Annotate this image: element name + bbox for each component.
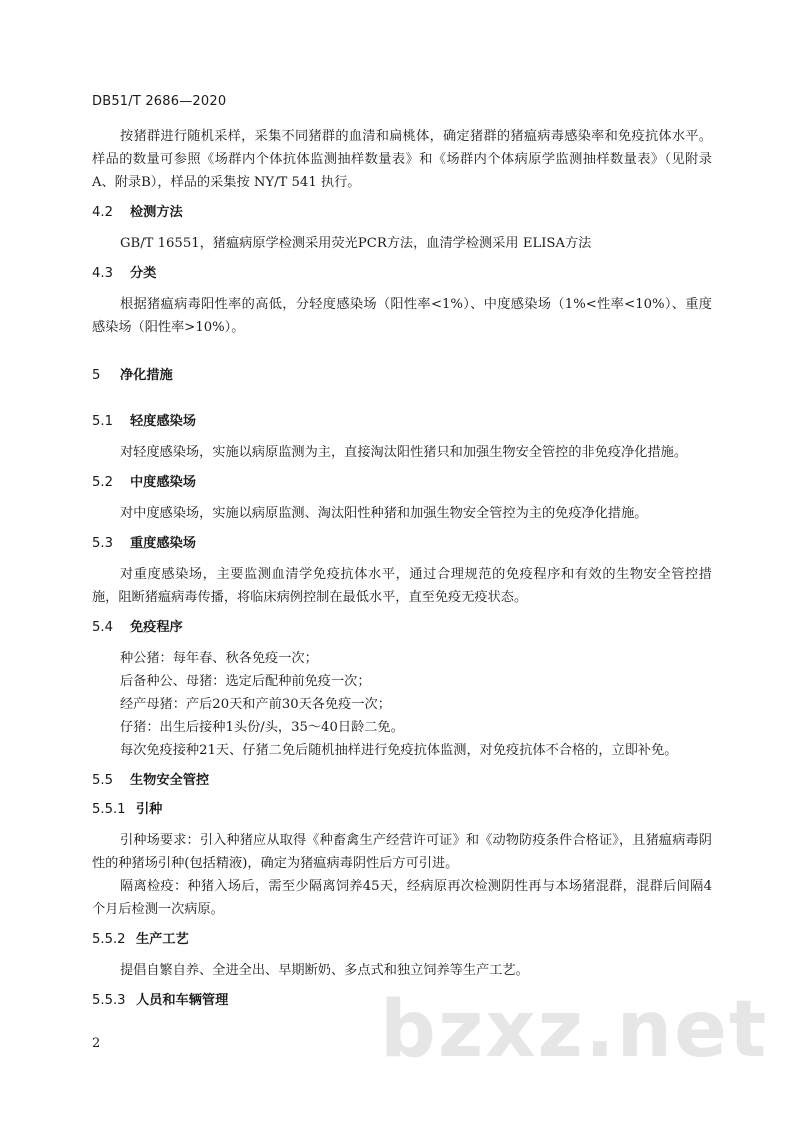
section-5-3-text: 对重度感染场，主要监测血清学免疫抗体水平，通过合理规范的免疫程序和有效的生物安全管控措施，阻断猪瘟病毒传播，将临床病例控制在最低水平，直至免疫无疫状态。 xyxy=(92,567,712,605)
section-number: 5.1 xyxy=(92,414,113,429)
immunization-line: 经产母猪：产后20天和产前30天各免疫一次； xyxy=(120,697,391,712)
section-5-5-2-text: 提倡自繁自养、全进全出、早期断奶、多点式和独立饲养等生产工艺。 xyxy=(120,963,529,978)
section-number: 4.2 xyxy=(92,205,113,220)
section-title: 轻度感染场 xyxy=(130,414,196,429)
section-number: 5.5.3 xyxy=(92,993,126,1008)
section-title: 生物安全管控 xyxy=(130,773,210,788)
section-number: 4.3 xyxy=(92,266,113,281)
section-5-1-heading xyxy=(92,412,712,432)
section-number: 5.5 xyxy=(92,773,113,788)
section-title: 人员和车辆管理 xyxy=(136,993,229,1008)
immunization-line: 种公猪：每年春、秋各免疫一次； xyxy=(120,651,318,666)
section-5-1-text: 对轻度感染场，实施以病原监测为主，直接淘汰阳性猪只和加强生物安全管控的非免疫净化措施。 xyxy=(120,445,688,460)
section-title: 检测方法 xyxy=(130,205,183,220)
section-number: 5 xyxy=(92,368,101,383)
section-5-5-1-paragraph-1: 引种场要求：引入种猪应从取得《种畜禽生产经营许可证》和《动物防疫条件合格证》，且猪瘟病毒阴性的种猪场引种(包括精液)，确定为猪瘟病毒阴性后方可引进。 xyxy=(92,833,712,871)
section-number: 5.4 xyxy=(92,620,113,635)
section-title: 重度感染场 xyxy=(130,536,196,551)
page-number: 2 xyxy=(92,1036,101,1051)
section-title: 分类 xyxy=(130,266,157,281)
section-title: 免疫程序 xyxy=(130,620,183,635)
document-id-header: DB51/T 2686—2020 xyxy=(92,94,227,109)
document-body xyxy=(92,125,712,1020)
section-4-3-heading xyxy=(92,264,712,284)
section-5-5-1-heading xyxy=(92,800,712,820)
section-4-2-text: GB/T 16551，猪瘟病原学检测采用荧光PCR方法，血清学检测采用 ELISA方法 xyxy=(120,236,592,251)
section-4-3-text: 根据猪瘟病毒阳性率的高低，分轻度感染场（阳性率<1%）、中度感染场（1%<性率<10%）、重度感染场（阳性率>10%）。 xyxy=(92,297,712,335)
section-5-2-heading xyxy=(92,473,712,493)
section-title: 净化措施 xyxy=(120,368,173,383)
immunization-line: 仔猪：出生后接种1头份/头，35～40日龄二免。 xyxy=(120,720,404,735)
section-number: 5.2 xyxy=(92,475,113,490)
section-5-4-heading xyxy=(92,618,712,638)
section-5-2-text: 对中度感染场，实施以病原监测、淘汰阳性种猪和加强生物安全管控为主的免疫净化措施。 xyxy=(120,506,648,521)
section-number: 5.5.1 xyxy=(92,802,126,817)
section-4-2-heading xyxy=(92,203,712,223)
immunization-line: 每次免疫接种21天、仔猪二免后随机抽样进行免疫抗体监测，对免疫抗体不合格的，立即补免。 xyxy=(120,743,678,758)
section-number: 5.3 xyxy=(92,536,113,551)
section-title: 引种 xyxy=(136,802,163,817)
intro-paragraph: 按猪群进行随机采样，采集不同猪群的血清和扁桃体，确定猪群的猪瘟病毒感染率和免疫抗体水平。样品的数量可参照《场群内个体抗体监测抽样数量表》和《场群内个体病原学监测抽样数量表》（见附录A、附录B），样品的采集按 NY/T 541 执行。 xyxy=(92,129,712,190)
section-5-5-1-paragraph-2: 隔离检疫：种猪入场后，需至少隔离饲养45天，经病原再次检测阴性再与本场猪混群，混群后间隔4个月后检测一次病原。 xyxy=(92,879,712,917)
section-5-heading xyxy=(92,366,712,386)
section-5-3-heading xyxy=(92,534,712,554)
section-title: 生产工艺 xyxy=(136,932,189,947)
section-number: 5.5.2 xyxy=(92,932,126,947)
immunization-line: 后备种公、母猪：选定后配种前免疫一次； xyxy=(120,674,371,689)
section-5-5-2-heading xyxy=(92,930,712,950)
section-5-5-heading xyxy=(92,771,712,791)
watermark: bzxz.net xyxy=(380,985,769,1075)
section-title: 中度感染场 xyxy=(130,475,196,490)
